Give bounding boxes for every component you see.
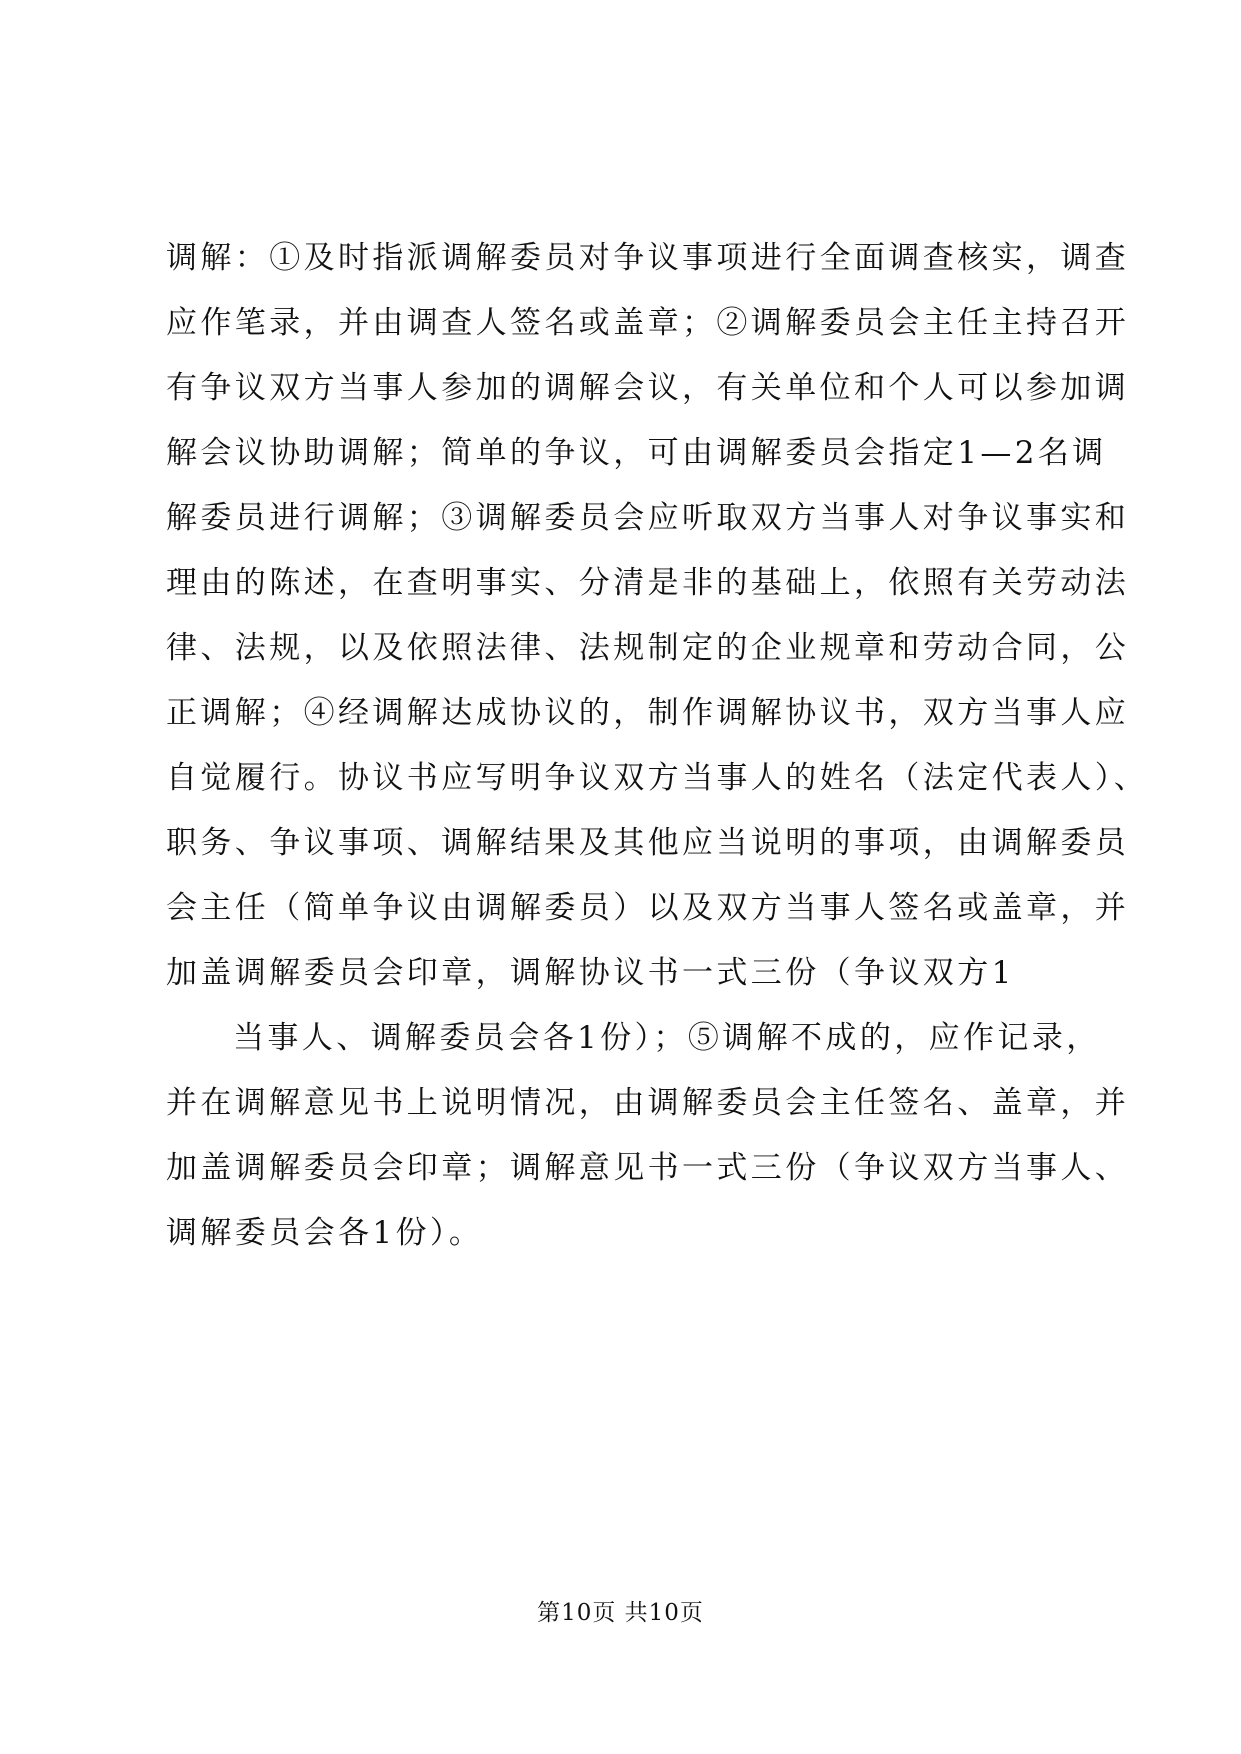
text-line: 调解：①及时指派调解委员对争议事项进行全面调查核实，调查 — [166, 240, 1130, 276]
text-line: 正调解；④经调解达成协议的，制作调解协议书，双方当事人应 — [166, 695, 1130, 731]
text-line: 解会议协助调解；简单的争议，可由调解委员会指定1—2名调 — [166, 435, 1107, 471]
text-line: 职务、争议事项、调解结果及其他应当说明的事项，由调解委员 — [166, 825, 1130, 861]
body-text — [166, 226, 1149, 1266]
paragraph-start-line: 当事人、调解委员会各1份）；⑤调解不成的，应作记录， — [233, 1020, 1101, 1056]
text-line: 律、法规，以及依照法律、法规制定的企业规章和劳动合同，公 — [166, 630, 1130, 666]
text-line: 会主任（简单争议由调解委员）以及双方当事人签名或盖章，并 — [166, 890, 1130, 926]
text-line: 加盖调解委员会印章，调解协议书一式三份（争议双方1 — [166, 955, 1015, 991]
text-line: 解委员进行调解；③调解委员会应听取双方当事人对争议事实和 — [166, 500, 1130, 536]
text-line: 理由的陈述，在查明事实、分清是非的基础上，依照有关劳动法 — [166, 565, 1130, 601]
text-line: 并在调解意见书上说明情况，由调解委员会主任签名、盖章，并 — [166, 1085, 1130, 1121]
text-line: 自觉履行。协议书应写明争议双方当事人的姓名（法定代表人）、 — [166, 760, 1149, 796]
page-number-footer: 第10页 共10页 — [537, 1600, 704, 1626]
text-line: 有争议双方当事人参加的调解会议，有关单位和个人可以参加调 — [166, 370, 1130, 406]
text-line: 加盖调解委员会印章；调解意见书一式三份（争议双方当事人、 — [166, 1150, 1130, 1186]
text-line: 调解委员会各1份）。 — [166, 1215, 484, 1251]
text-line: 应作笔录，并由调查人签名或盖章；②调解委员会主任主持召开 — [166, 305, 1130, 341]
